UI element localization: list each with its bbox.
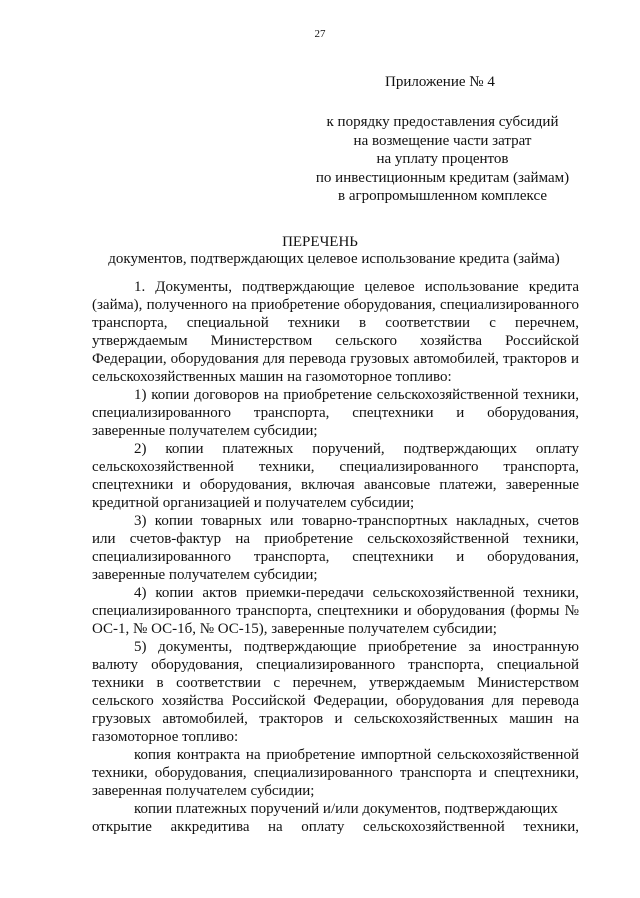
document-body [92, 278, 579, 836]
paragraph: 1) копии договоров на приобретение сельскохозяйственной техники, специализированного транспорта, спецтехники и оборудования, заверенные получателем субсидии; [92, 387, 579, 439]
paragraph: 3) копии товарных или товарно-транспортных накладных, счетов или счетов-фактур на приобретение сельскохозяйственной техники, специализированного транспорта, спецтехники и оборудования, заверенные получателем субсидии; [92, 513, 579, 583]
paragraph: 5) документы, подтверждающие приобретение за иностранную валюту оборудования, специализированного транспорта, специальной техники в соответствии с перечнем, утверждаемым Министерством сельского хозяйства Российской Федерации, оборудования для перевода грузовых автомобилей, тракторов и сельскохозяйственных машин на газомоторное топливо: [92, 639, 579, 745]
paragraph: копия контракта на приобретение импортной сельскохозяйственной техники, оборудования, специализированного транспорта и спецтехники, заверенная получателем субсидии; [92, 747, 579, 799]
appendix-subtitle-line: на уплату процентов [376, 151, 509, 167]
document-title: ПЕРЕЧЕНЬ [282, 234, 358, 250]
paragraph-continuation: открытие аккредитива на оплату сельскохозяйственной техники, [92, 819, 579, 835]
appendix-subtitle-line: в агропромышленном комплексе [338, 188, 547, 204]
appendix-label: Приложение № 4 [385, 74, 495, 90]
appendix-subtitle [300, 113, 585, 206]
appendix-subtitle-line: на возмещение части затрат [353, 132, 532, 149]
document-subtitle: документов, подтверждающих целевое использование кредита (займа) [108, 251, 560, 267]
page-number: 27 [314, 28, 326, 40]
paragraph: 4) копии актов приемки-передачи сельскохозяйственной техники, специализированного транспорта, спецтехники и оборудования (формы № ОС-1, № ОС-1б, № ОС-15), заверенные получателем субсидии; [92, 585, 579, 637]
appendix-subtitle-line: по инвестиционным кредитам (займам) [315, 169, 570, 186]
paragraph: копии платежных поручений и/или документов, подтверждающих [134, 801, 558, 817]
paragraph: 2) копии платежных поручений, подтверждающих оплату сельскохозяйственной техники, специализированного транспорта, спецтехники и оборудования, включая авансовые платежи, заверенные кредитной организацией и получателем субсидии; [92, 441, 579, 511]
appendix-subtitle-line: к порядку предоставления субсидий [326, 114, 559, 130]
paragraph: 1. Документы, подтверждающие целевое использование кредита (займа), полученного на приобретение оборудования, специализированного транспорта, специальной техники в соответствии с перечнем, утверждаемым Министерством сельского хозяйства Российской Федерации, оборудования для перевода грузовых автомобилей, тракторов и сельскохозяйственных машин на газомоторное топливо: [92, 279, 579, 385]
